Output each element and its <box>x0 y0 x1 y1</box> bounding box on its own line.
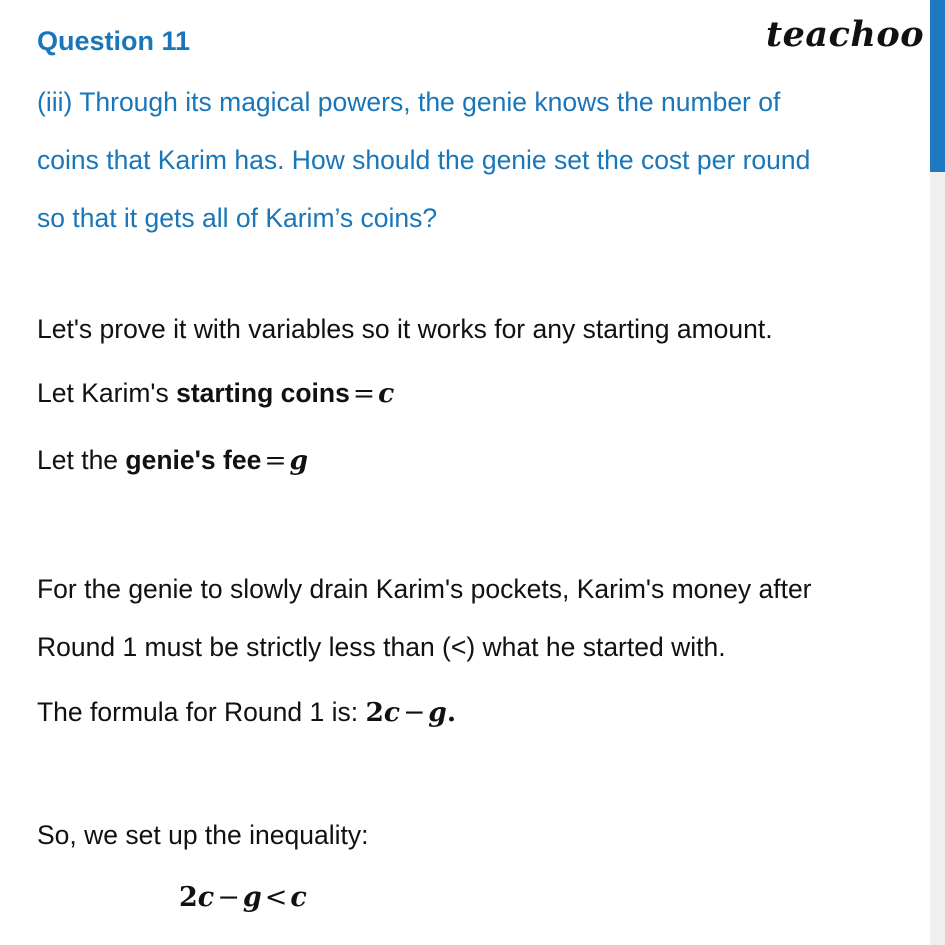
question-title: Question 11 <box>37 26 191 56</box>
inequality <box>179 882 307 913</box>
formula-prefix: The formula for Round 1 is: <box>37 697 366 727</box>
inequality-variable-c-right: c <box>290 882 307 913</box>
explanation-line-2: Round 1 must be strictly less than (<) what he started with. <box>37 632 726 662</box>
teachoo-logo: teachoo <box>766 14 925 55</box>
explanation-line-1: For the genie to slowly drain Karim's pockets, Karim's money after <box>37 574 812 604</box>
definition-prefix: Let Karim's <box>37 378 177 408</box>
variable-g: g <box>289 445 309 476</box>
definition-prefix: Let the <box>37 445 126 475</box>
question-text-line-2: coins that Karim has. How should the genie set the cost per round <box>37 145 811 175</box>
inequality-variable-g: g <box>242 882 262 913</box>
question-text-line-1: (iii) Through its magical powers, the genie knows the number of <box>37 87 781 117</box>
less-than-sign: < <box>264 882 288 913</box>
variable-c: c <box>378 378 395 409</box>
inequality-coefficient: 2 <box>179 882 198 913</box>
formula-line <box>37 697 456 728</box>
formula-variable-g: g <box>428 697 447 728</box>
formula-coefficient: 2 <box>365 697 384 728</box>
intro-text: Let's prove it with variables so it works for any starting amount. <box>37 314 773 344</box>
minus-sign: − <box>403 697 426 728</box>
definition-term: starting coins <box>176 378 350 408</box>
minus-sign: − <box>217 882 240 913</box>
setup-text: So, we set up the inequality: <box>37 820 369 850</box>
equals-sign: = <box>352 378 376 409</box>
definition-term: genie's fee <box>125 445 262 475</box>
equals-sign: = <box>264 445 287 476</box>
inequality-variable-c: c <box>197 882 215 913</box>
formula-period: . <box>446 697 457 728</box>
definition-genie-fee <box>37 445 308 476</box>
question-text-line-3: so that it gets all of Karim’s coins? <box>37 203 438 233</box>
definition-starting-coins <box>37 378 394 409</box>
formula-variable-c: c <box>383 697 401 728</box>
scrollbar-thumb[interactable] <box>930 0 945 172</box>
